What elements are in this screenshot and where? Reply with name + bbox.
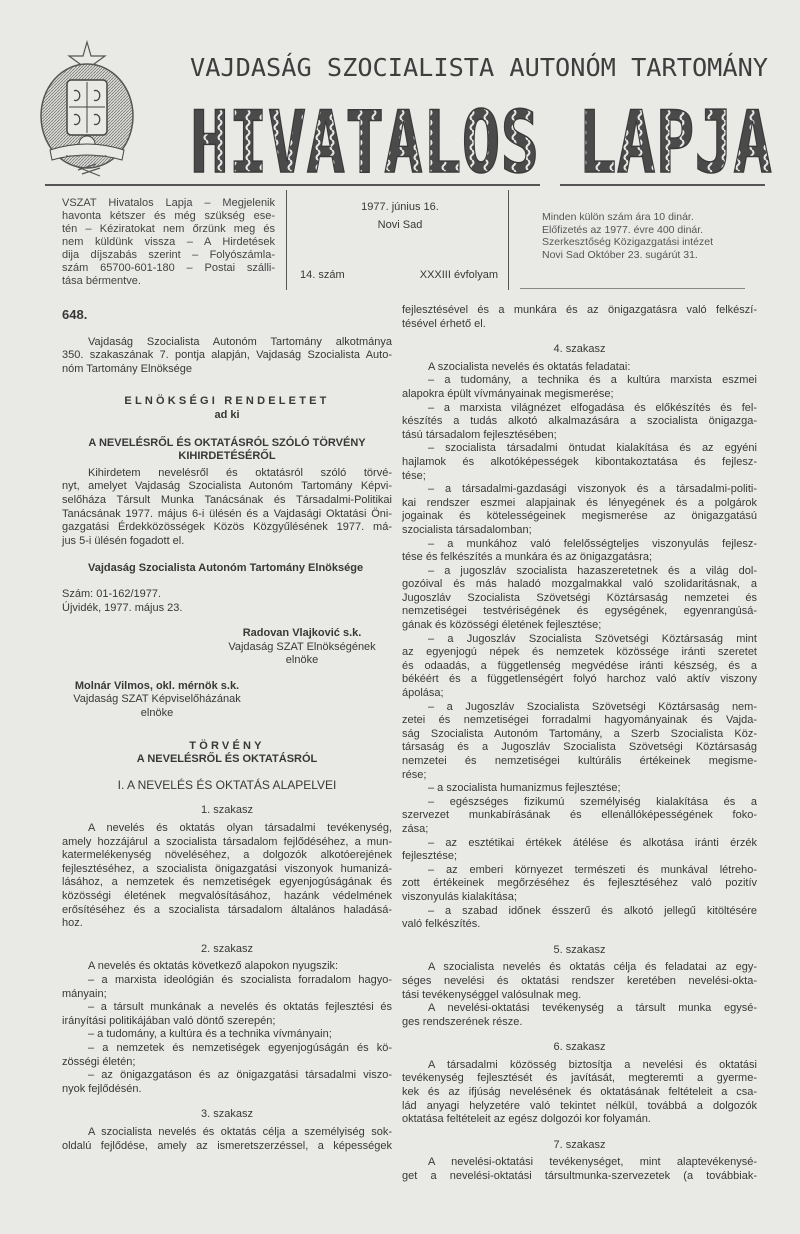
text-line: lásához, a nemzetek és nemzetiségek egyenjogúságának és (62, 876, 392, 889)
heading: TÖRVÉNY (189, 739, 265, 752)
paragraph (402, 701, 757, 783)
masthead (185, 50, 780, 180)
paragraph (62, 960, 392, 974)
paragraph (402, 538, 757, 565)
text-line: alapokra épült vívmányainak megismerése; (402, 387, 614, 400)
text-line: Novi Sad Október 23. sugárút 31. (542, 248, 698, 261)
text-line: nóm Tartomány Elnöksége (62, 362, 193, 375)
text-line: nemzetiségei testvériségének és egységének, egyenrangúsá- (402, 605, 757, 618)
text-line: séges nevelési és oktatási rendszer keretében nevelési-okta- (402, 974, 757, 987)
paragraph (402, 1002, 757, 1029)
text-line: – a marxista világnézet elfogadása és előkészítés és fel- (428, 401, 757, 414)
text-line: és odaadás, a függetlenség megvédése iránti készség, és a (402, 659, 757, 672)
text-line: lád anyagi helyzetére való tekintet nélkül, továbbá a dolgozók (402, 1099, 757, 1112)
paragraph (402, 782, 757, 796)
text-line: szervezet munkabírásának és ellenállóképességének foko- (402, 809, 757, 822)
text-line: get a nevelési-oktatási társultmunka-szervezetek (a továbbiak- (402, 1170, 757, 1183)
section-heading: 2. szakasz (201, 942, 253, 955)
paragraph (62, 1042, 392, 1069)
text-line: Tanácsának 1977. május 6-i ülésén és a Vajdasági Oktatási Öni- (62, 507, 392, 520)
chapter-heading: I. A NEVELÉS ÉS OKTATÁS ALAPELVEI (117, 777, 337, 792)
text-line: békéért és a függetlenségért folyó harchoz való aktív viszony (402, 673, 757, 686)
text-line: tású társadalom fejlesztésében; (402, 428, 557, 441)
text-line: – a Jugoszláv Szocialista Szövetségi Köztársaság mint (428, 632, 757, 645)
text-line: nem küldünk vissza – A Hirdetések (62, 236, 275, 248)
paragraph (62, 336, 392, 377)
header-rule (560, 184, 765, 186)
text-line: tén – Kéziratokat nem őrzünk meg és (62, 223, 275, 235)
text-line: A nevelési-oktatási tevékenység a társult munka egysé- (428, 1002, 757, 1015)
text-line: Szám: 01-162/1977. (62, 587, 162, 600)
issue-date: 1977. június 16. (361, 201, 439, 213)
text-line: – a szocialista humanizmus fejlesztése; (428, 782, 621, 795)
text-line: elnöke (140, 707, 174, 720)
text-line: elnöke (285, 654, 319, 667)
paragraph (62, 974, 392, 1001)
text-line: szám 65700-601-180 – Postai szálli- (62, 262, 275, 274)
paragraph (62, 1028, 392, 1042)
text-line: való felkészítés. (402, 918, 481, 931)
document-reference (62, 588, 392, 615)
text-line: KIHIRDETÉSÉRŐL (178, 450, 276, 463)
paragraph (62, 1069, 392, 1096)
issue-place: Novi Sad (377, 219, 423, 231)
paragraph (402, 905, 757, 932)
text-line: A társadalmi közösség biztosítja a nevelési és oktatási (428, 1058, 757, 1071)
paragraph (402, 837, 757, 864)
text-line: oldalú fejlődése, amely az ismeretszerzéssel, a képességek (62, 1139, 392, 1152)
text-line: nyt, amelyet Vajdaság Szocialista Autonóm Tartomány Képvi- (62, 480, 392, 493)
text-line: készítés a tudás alkotó alkalmazására a szocialista önigazga- (402, 415, 757, 428)
publication-info (62, 197, 275, 288)
section-heading: 4. szakasz (553, 343, 606, 356)
text-line: Szerkesztőség Közigazgatási intézet (542, 236, 714, 248)
text-line: Kihirdetem nevelésről és oktatásról szóló törvé- (88, 466, 392, 479)
text-line: A nevelés és oktatás következő alapokon nyugszik: (88, 960, 339, 973)
text-line: fejlesztéséhez, a szocialista önigazgatási viszonyok humanizá- (62, 862, 392, 875)
column-divider (286, 190, 287, 290)
text-line: szocialista társadalomban; (402, 523, 532, 536)
paragraph (62, 1001, 392, 1028)
text-line: zott értékeinek megőrzéséhez és fejlesztéséhez való pozitív (402, 877, 757, 890)
masthead-title: HIVATALOS LAPJA (190, 93, 772, 180)
text-line: gozóival és más haladó mozgalmakkal való szolidaritásnak, a (402, 578, 757, 591)
paragraph (402, 565, 757, 633)
text-line: kek és az ifjúság nevelésének és oktatásának feltételeit a csa- (402, 1086, 757, 1099)
text-line: – a tudomány, a technika és a kultúra marxista eszmei (428, 374, 757, 387)
text-line: – a nemzetek és nemzetiségek egyenjogúságán és kö- (88, 1041, 392, 1054)
header-bottom-rule (520, 288, 745, 289)
paragraph (402, 1059, 757, 1127)
text-line: hajlamok és alkotóképességek kibontakoztatása és fejlesz- (402, 455, 757, 468)
text-line: nemzetei és nemzetiségei kultúrális értékeinek megisme- (402, 755, 757, 767)
paragraph (402, 961, 757, 1002)
paragraph (402, 796, 757, 837)
text-line: Vajdaság SZAT Elnökségének (228, 640, 376, 653)
text-line: tése; (402, 469, 426, 482)
volume-number: XXXIII évfolyam (419, 269, 498, 281)
masthead-subtitle: VAJDASÁG SZOCIALISTA AUTONÓM TARTOMÁNY (190, 53, 762, 82)
text-line: fejlesztésével és a munkára és az önigazgatásra való felkészí- (402, 304, 757, 316)
text-line: zása; (402, 822, 429, 835)
text-line: – a tudomány, a kultúra és a technika vívmányain; (88, 1028, 332, 1041)
text-line: fejlesztése; (402, 850, 458, 863)
text-line: zösségi életén; (62, 1055, 136, 1068)
text-line: Vajdaság Szocialista Autonóm Tartomány alkotmánya (88, 335, 392, 348)
text-line: társaság és a Jugoszláv Szocialista Szövetségi Köztársaság (402, 741, 757, 754)
section-heading: 6. szakasz (553, 1041, 606, 1054)
text-line: tási tevékenységgel valósulnak meg. (402, 988, 582, 1001)
text-line: – a jugoszláv szocialista hazaszeretetnek és a világ dol- (428, 564, 757, 577)
paragraph (402, 361, 757, 375)
text-line: zetei és nemzetiségei forradalmi hagyományainak és Vajda- (402, 714, 757, 727)
signature-block (212, 627, 392, 668)
text-line: jus 5-i ülésén fogadott el. (62, 534, 185, 547)
signatory-name: Radovan Vlajković s.k. (242, 627, 362, 640)
text-line: Előfizetés az 1977. évre 400 dinár. (542, 223, 704, 236)
text-line: kai rendszer eszmei alapjainak és lényegének és a polgárok (402, 496, 757, 509)
text-line: Jugoszláv Szocialista Szövetségi Köztársaság nemzetei és (402, 591, 757, 604)
text-line: az egyenjogú népek és nemzetek közössége iránti szeretet (402, 646, 757, 659)
text-line: Újvidék, 1977. május 23. (62, 601, 183, 614)
text-line: erősítéséhez és a szocialista társadalom általános haladásá- (62, 903, 392, 916)
text-line: A nevelési-oktatási tevékenységet, mint alaptevékenysé- (428, 1156, 757, 1169)
coat-of-arms-emblem (30, 38, 145, 178)
heading: ELNÖKSÉGI RENDELETET (124, 395, 330, 408)
text-line: 350. szakaszának 7. pontja alapján, Vajdaság Szocialista Auto- (62, 349, 392, 362)
paragraph (62, 1126, 392, 1153)
text-line: – a munkához való felelősségteljes viszonyulás fejlesz- (428, 537, 757, 550)
text-line: – a marxista ideológián és szocialista forradalom hagyo- (88, 973, 392, 986)
text-line: havonta kétszer és még szükség ese- (62, 210, 275, 222)
text-line: – az emberi környezet természeti és munkával létreho- (428, 863, 757, 876)
text-line: – a társadalmi-gazdasági viszonyok és a társadalmi-politi- (428, 483, 757, 496)
text-line: A NEVELÉSRŐL ÉS OKTATÁSRÓL SZÓLÓ TÖRVÉNY (88, 436, 366, 449)
paragraph (62, 822, 392, 931)
document-number: 648. (62, 307, 88, 322)
text-line: A szocialista nevelés és oktatás célja és feladatai az egy- (428, 961, 757, 974)
text-line: A nevelés és oktatás olyan társadalmi tevékenység, (88, 822, 392, 835)
paragraph (402, 633, 757, 701)
signature-block (62, 680, 252, 721)
text-line: – egészséges fizikumú személyiség kialakítása és a (428, 795, 757, 808)
text-line: tevékenység fejlesztését és javítását, megteremti a gyerme- (402, 1072, 757, 1085)
text-line: ápolása; (402, 687, 444, 700)
text-line: oktatása feltételeit az egész dolgozói kor folyamán. (402, 1113, 651, 1126)
text-line: – az esztétikai értékek átélése és alkotása iránti érzék (428, 836, 757, 849)
text-line: ság Szocialista Autonóm Tartomány, a Szerb Szocialista Köz- (402, 727, 757, 740)
subheading: ad ki (214, 408, 240, 421)
text-line: tása bérmentve. (62, 275, 141, 287)
text-line: ges rendszerének része. (402, 1015, 523, 1028)
paragraph (402, 374, 757, 401)
header-rule (45, 184, 540, 186)
text-line: tésével érhető el. (402, 317, 486, 330)
text-line: tése és felkészítés a munkára és az önigazgatásra; (402, 551, 653, 564)
text-line: közösségi életének megvalósításához, hazánk védelmének (62, 890, 392, 902)
section-heading: 3. szakasz (201, 1108, 253, 1121)
text-line: A szocialista nevelés és oktatás feladatai: (428, 360, 631, 373)
text-line: Minden külön szám ára 10 dinár. (542, 211, 694, 223)
text-line: katermelékenység növeléséhez, a dolgozók alkotóerejének (62, 849, 392, 862)
text-line: nyok fejlődésén. (62, 1082, 142, 1095)
text-line: VSZAT Hivatalos Lapja – Megjelenik (62, 197, 275, 209)
text-line: gának és közösségi életének fejlesztése; (402, 619, 602, 632)
text-line: – a szabad időnek ésszerű és alkotó jellegű kitöltésére (428, 904, 757, 917)
text-line: – a társult munkának a nevelés és oktatás fejlesztési és (88, 1001, 392, 1014)
section-heading: 5. szakasz (553, 943, 606, 956)
text-line: Vajdaság SZAT Képviselőházának (73, 693, 241, 706)
issuer-name: Vajdaság Szocialista Autonóm Tartomány Elnöksége (88, 562, 364, 575)
issue-number: 14. szám (300, 269, 345, 281)
right-column (402, 304, 757, 1184)
subheading: A NEVELÉSRŐL ÉS OKTATÁSRÓL (136, 753, 318, 766)
text-line: amely hozzájárul a szocialista társadalom fejlődéséhez, a mun- (62, 835, 392, 848)
left-column (62, 308, 392, 1153)
text-line: hoz. (62, 917, 83, 930)
text-line: viszonyulás kialakítása; (402, 890, 517, 903)
text-line: selőháza Társult Munka Tanácsának és Társadalmi-Politikai (62, 493, 392, 506)
text-line: A szocialista nevelés és oktatás célja a személyiség sok- (88, 1125, 392, 1138)
text-line: irányítási politikájában való döntő szerepén; (62, 1014, 276, 1027)
paragraph (402, 442, 757, 483)
decree-title (62, 437, 392, 464)
text-line: gazgatási Érdekközösségek Közös Közgyűlésének 1977. má- (62, 521, 392, 534)
text-line: jogainak és kötelességeinek megismerése az önigazgatású (402, 510, 757, 523)
price-info (542, 211, 772, 261)
section-heading: 7. szakasz (553, 1138, 606, 1151)
signatory-name: Molnár Vilmos, okl. mérnök s.k. (74, 679, 240, 692)
text-line: – a Jugoszláv Szocialista Szövetségi Köztársaság nem- (428, 700, 757, 713)
paragraph (402, 304, 757, 331)
section-heading: 1. szakasz (201, 804, 253, 817)
text-line: – az önigazgatáson és az önigazgatási társadalmi viszo- (88, 1069, 392, 1082)
text-line: rése; (402, 768, 427, 781)
paragraph (402, 483, 757, 537)
paragraph (402, 1156, 757, 1183)
text-line: – szocialista társadalmi öntudat kialakítása és az egyéni (428, 442, 757, 455)
text-line: dija díjszabás szerint – Folyószámla- (62, 249, 275, 261)
text-line: mányain; (62, 987, 107, 1000)
paragraph (402, 864, 757, 905)
paragraph (62, 467, 392, 549)
paragraph (402, 402, 757, 443)
